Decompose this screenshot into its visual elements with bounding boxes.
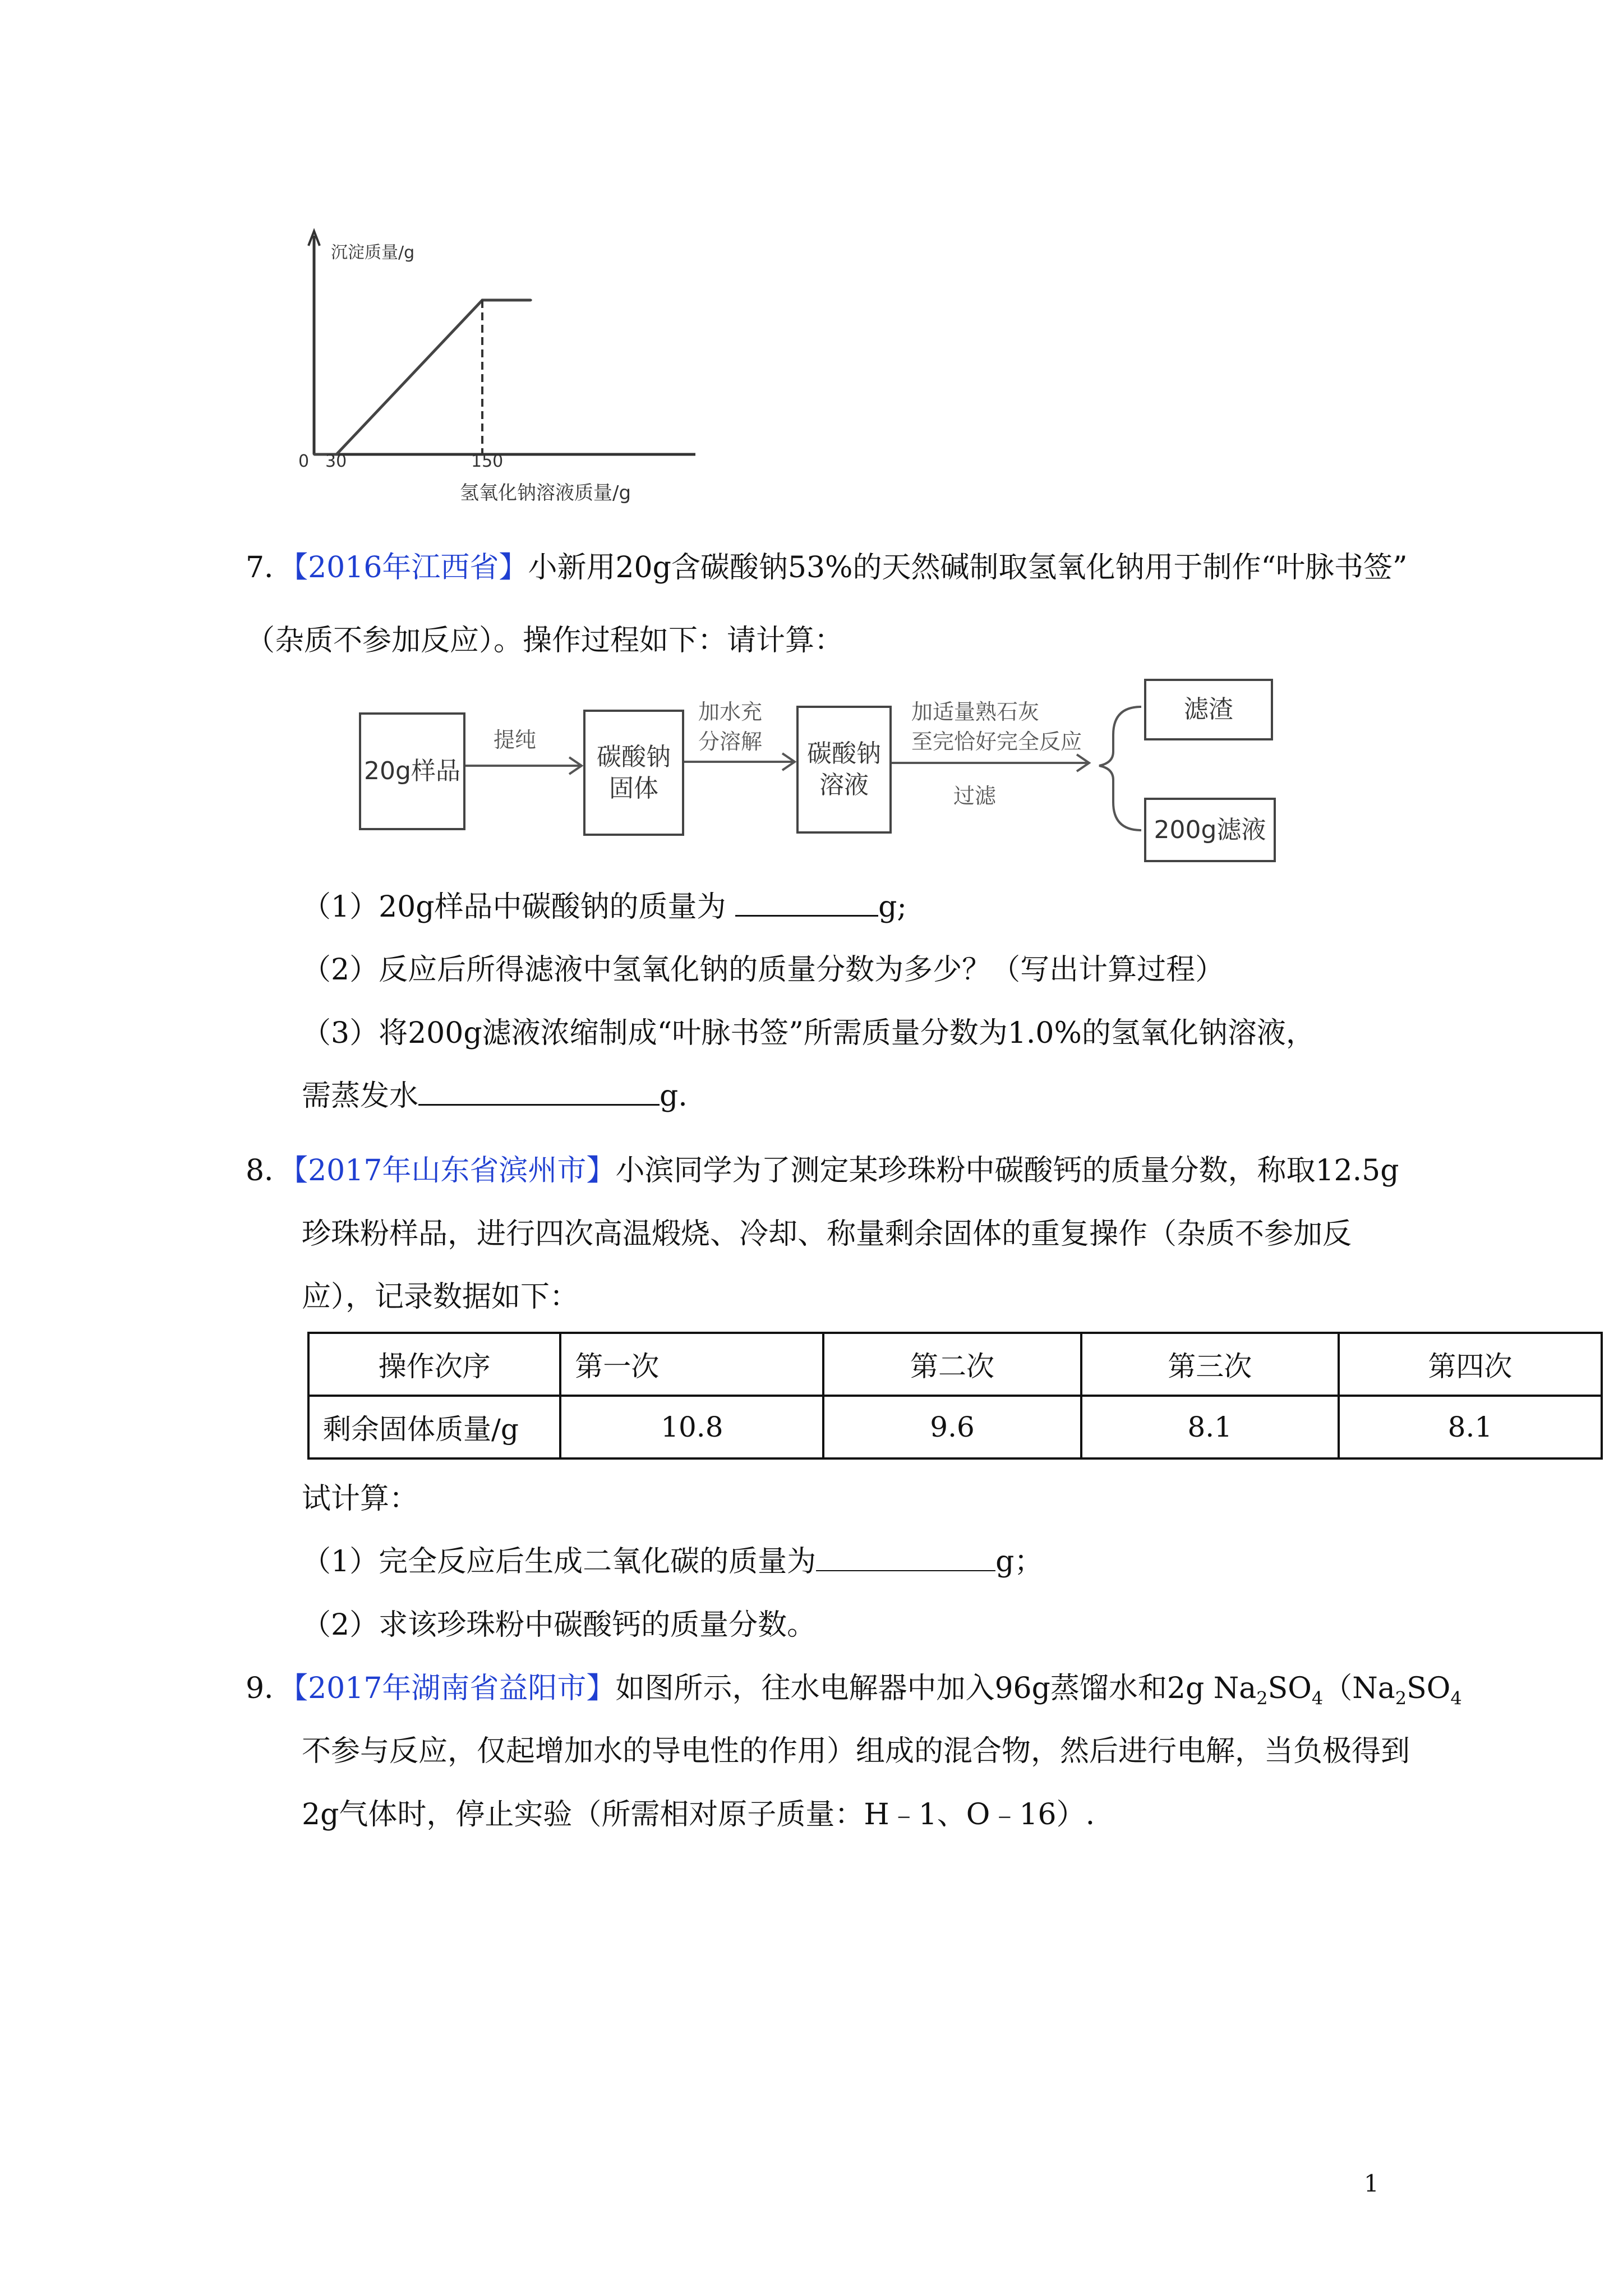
q9-sub-2b: 2 bbox=[1395, 1687, 1407, 1709]
data-point bbox=[530, 299, 532, 301]
q9-text3: 2g气体时，停止实验（所需相对原子质量：H﹣1、O﹣16）. bbox=[302, 1798, 1095, 1832]
table-row bbox=[308, 1333, 1602, 1396]
q7-part3 bbox=[302, 1015, 1315, 1051]
q9-line3 bbox=[302, 1797, 1095, 1833]
q8-try: 试计算： bbox=[302, 1482, 419, 1516]
table-header-cell: 第四次 bbox=[1339, 1333, 1602, 1396]
q7-p3b-text: 需蒸发水 bbox=[302, 1079, 419, 1113]
q7-p3-blank[interactable] bbox=[418, 1079, 660, 1106]
q9-line2 bbox=[302, 1733, 1410, 1769]
q7-p3-text: （3）将200g滤液浓缩制成“叶脉书签”所需质量分数为1.0%的氢氧化钠溶液， bbox=[302, 1016, 1315, 1050]
q7-line2 bbox=[246, 623, 843, 659]
flow-filtrate-label: 200g滤液 bbox=[1154, 815, 1266, 844]
table-header-cell: 第一次 bbox=[560, 1333, 823, 1396]
table-cell: 10.8 bbox=[560, 1396, 823, 1458]
q7-part2 bbox=[302, 952, 1224, 988]
q8-text2: 珍珠粉样品，进行四次高温煅烧、冷却、称量剩余固体的重复操作（杂质不参加反 bbox=[302, 1217, 1352, 1251]
table-cell: 8.1 bbox=[1081, 1396, 1339, 1458]
flow-arrows bbox=[449, 668, 1178, 881]
q7-p1-blank[interactable] bbox=[735, 890, 878, 917]
flow-purify-label: 提纯 bbox=[494, 728, 537, 752]
q8-line2 bbox=[302, 1216, 1352, 1252]
table-header-cell: 第二次 bbox=[823, 1333, 1081, 1396]
q8-line1 bbox=[246, 1153, 1399, 1189]
q7-text2: （杂质不参加反应）。操作过程如下：请计算： bbox=[246, 624, 844, 657]
flow-solution-l1: 碳酸钠 bbox=[807, 739, 881, 768]
q8-line3 bbox=[302, 1279, 579, 1315]
table-cell: 9.6 bbox=[823, 1396, 1081, 1458]
q7-p3b-unit: g. bbox=[660, 1079, 688, 1113]
precipitate-chart bbox=[292, 219, 718, 522]
flow-sample-label: 20g样品 bbox=[364, 757, 460, 785]
flow-solid-l1: 碳酸钠 bbox=[597, 742, 671, 771]
q8-text3: 应），记录数据如下： bbox=[302, 1280, 579, 1314]
flow-brace bbox=[1099, 707, 1141, 830]
q9-number: 9． bbox=[246, 1672, 294, 1705]
flow-solution-l2: 溶液 bbox=[819, 771, 869, 799]
q8-number: 8． bbox=[246, 1154, 294, 1188]
q7-source[interactable]: 【2016年江西省】 bbox=[293, 551, 528, 585]
flow-add-l1: 加适量熟石灰 bbox=[911, 700, 1040, 724]
q8-data-table bbox=[307, 1332, 1603, 1460]
table-row bbox=[308, 1396, 1602, 1458]
table-header-cell: 第三次 bbox=[1081, 1333, 1339, 1396]
q8-part1 bbox=[302, 1544, 1043, 1580]
q7-p1-unit: g; bbox=[878, 890, 907, 924]
table-row-label: 剩余固体质量/g bbox=[308, 1396, 560, 1458]
q8-p1-blank[interactable] bbox=[816, 1545, 995, 1571]
q8-part2 bbox=[302, 1607, 816, 1643]
flow-solid-l2: 固体 bbox=[609, 774, 658, 803]
q9-sub-2: 2 bbox=[1256, 1687, 1268, 1709]
data-point bbox=[313, 453, 315, 455]
y-axis-label: 沉淀质量/g bbox=[331, 243, 415, 263]
x-tick-label: 150 bbox=[471, 452, 504, 471]
q9-sub-4: 4 bbox=[1311, 1687, 1324, 1709]
q9-text1d: SO bbox=[1407, 1672, 1451, 1705]
table-cell: 8.1 bbox=[1339, 1396, 1602, 1458]
flow-filter-label: 过滤 bbox=[953, 784, 997, 808]
q9-text1c: （Na bbox=[1323, 1672, 1395, 1705]
q9-text2: 不参与反应，仅起增加水的导电性的作用）组成的混合物，然后进行电解，当负极得到 bbox=[302, 1734, 1410, 1768]
flow-dissolve-l1: 加水充 bbox=[698, 700, 763, 724]
q9-text1a: 如图所示，往水电解器中加入96g蒸馏水和2g Na bbox=[615, 1672, 1257, 1705]
q8-p1-unit: g； bbox=[995, 1545, 1044, 1579]
q7-p2-text: （2）反应后所得滤液中氢氧化钠的质量分数为多少？（写出计算过程） bbox=[302, 953, 1225, 987]
q7-line1 bbox=[246, 550, 1408, 586]
q7-part1 bbox=[302, 889, 907, 925]
flow-add-l2: 至完恰好完全反应 bbox=[911, 729, 1082, 754]
flow-residue-label: 滤渣 bbox=[1184, 695, 1233, 724]
q7-p1-text: （1）20g样品中碳酸钠的质量为 bbox=[302, 890, 736, 924]
q8-try-line bbox=[302, 1481, 418, 1517]
table-header-cell: 操作次序 bbox=[308, 1333, 560, 1396]
q9-text1b: SO bbox=[1267, 1672, 1312, 1705]
q7-number: 7． bbox=[246, 551, 294, 585]
q8-p2-text: （2）求该珍珠粉中碳酸钙的质量分数。 bbox=[302, 1608, 817, 1642]
q9-sub-4b: 4 bbox=[1450, 1687, 1462, 1709]
series-line bbox=[314, 300, 531, 454]
x-axis-label: 氢氧化钠溶液质量/g bbox=[460, 482, 631, 504]
q9-line1 bbox=[246, 1671, 1462, 1716]
page-number: 1 bbox=[1364, 2170, 1379, 2197]
q8-text1: 小滨同学为了测定某珍珠粉中碳酸钙的质量分数，称取12.5g bbox=[615, 1154, 1399, 1188]
q7-text1: 小新用20g含碳酸钠53%的天然碱制取氢氧化钠用于制作“叶脉书签” bbox=[528, 551, 1408, 585]
q9-source[interactable]: 【2017年湖南省益阳市】 bbox=[293, 1672, 616, 1705]
flow-dissolve-l2: 分溶解 bbox=[698, 729, 763, 754]
q7-part3b bbox=[302, 1078, 688, 1114]
x-tick-label: 30 bbox=[325, 452, 347, 471]
origin-label: 0 bbox=[298, 452, 310, 471]
q8-source[interactable]: 【2017年山东省滨州市】 bbox=[293, 1154, 616, 1188]
q8-p1-text: （1）完全反应后生成二氧化碳的质量为 bbox=[302, 1545, 817, 1579]
